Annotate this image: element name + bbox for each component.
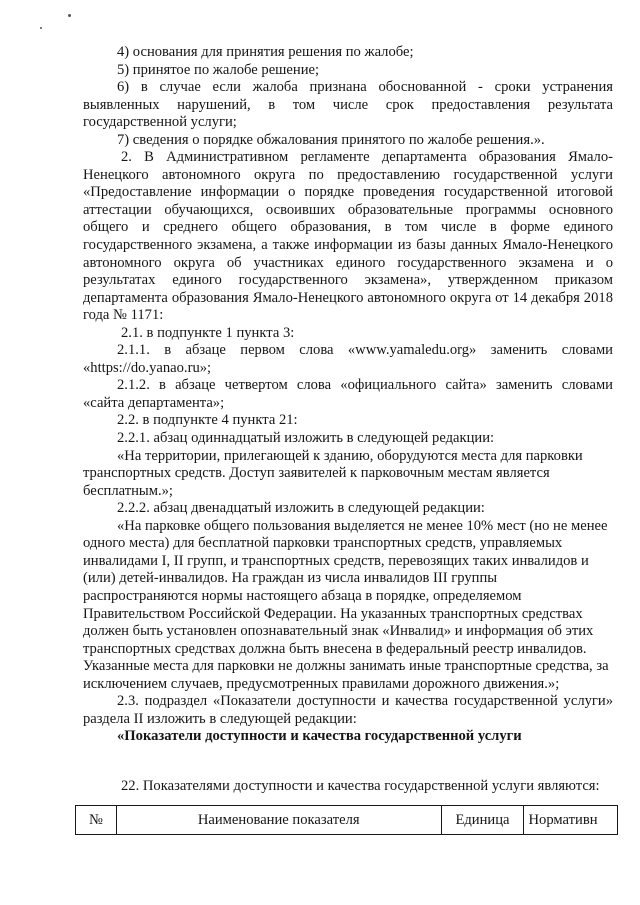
paragraph: 2.2. в подпункте 4 пункта 21: [117, 412, 298, 429]
indicators-table [75, 805, 618, 835]
paragraph: 2.1. в подпункте 1 пункта 3: [121, 324, 295, 341]
scan-speck [68, 14, 71, 17]
paragraph: 2. В Административном регламенте департамента образования Ямало-Ненецкого автономного округа по предоставлению государственной услуги «Предоставление информации о порядке проведения государственной итоговой аттестации обучающихся, освоивших образовательные программы основного общего и среднего общего образования, в том числе в форме единого государственного экзамена, а также информации из базы данных Ямало-Ненецкого автономного округа об участниках единого государственного экзамена и о результатах единого государственного экзамена», утвержденном приказом департамента образования Ямало-Ненецкого автономного округа от 14 декабря 2018 года № 1171: [83, 149, 613, 324]
paragraph: 4) основания для принятия решения по жалобе; [117, 44, 414, 60]
paragraph: «На территории, прилегающей к зданию, оборудуются места для парковки транспортных средств. Доступ заявителей к парковочным местам является бесплатным.»; [83, 447, 583, 499]
section-title: «Показатели доступности и качества государственной услуги [117, 728, 522, 745]
paragraph: 5) принятое по жалобе решение; [117, 61, 320, 78]
scan-speck [40, 27, 42, 29]
paragraph: 22. Показателями доступности и качества государственной услуги являются: [121, 777, 600, 794]
table-header-cell: Нормативн [524, 806, 618, 835]
table-header-row [76, 806, 618, 835]
table-header-cell: Наименование показателя [116, 806, 441, 835]
paragraph: «На парковке общего пользования выделяется не менее 10% мест (но не менее одного места) для бесплатной парковки транспортных средств, управляемых инвалидами I, II групп, и транспортных средств, перевозящих таких инвалидов и (или) детей-инвалидов. На граждан из числа инвалидов III группы распространяются нормы настоящего абзаца в порядке, определяемом Правительством Российской Федерации. На указанных транспортных средствах должен быть установлен опознавательный знак «Инвалид» и информация об этих транспортных средствах должна быть внесена в федеральный реестр инвалидов. Указанные места для парковки не должны занимать иные транспортные средства, за исключением случаев, предусмотренных правилами дорожного движения.»; [83, 517, 609, 692]
paragraph: 7) сведения о порядке обжалования принятого по жалобе решения.». [117, 131, 545, 148]
spacer [83, 746, 613, 778]
paragraph: 6) в случае если жалоба признана обоснованной - сроки устранения выявленных нарушений, в том числе срок предоставления результата государственной услуги; [83, 79, 613, 131]
paragraph: 2.2.2. абзац двенадцатый изложить в следующей редакции: [117, 500, 485, 517]
paragraph: 2.2.1. абзац одиннадцатый изложить в следующей редакции: [117, 430, 495, 447]
table-header-cell: Единица [441, 806, 524, 835]
document-body [83, 44, 613, 795]
paragraph: 2.3. подраздел «Показатели доступности и качества государственной услуги» раздела II изложить в следующей редакции: [83, 693, 613, 727]
table-header-cell: № [76, 806, 117, 835]
paragraph: 2.1.1. в абзаце первом слова «www.yamaledu.org» заменить словами «https://do.yanao.ru»; [83, 342, 613, 376]
paragraph: 2.1.2. в абзаце четвертом слова «официального сайта» заменить словами «сайта департамента»; [83, 377, 613, 411]
